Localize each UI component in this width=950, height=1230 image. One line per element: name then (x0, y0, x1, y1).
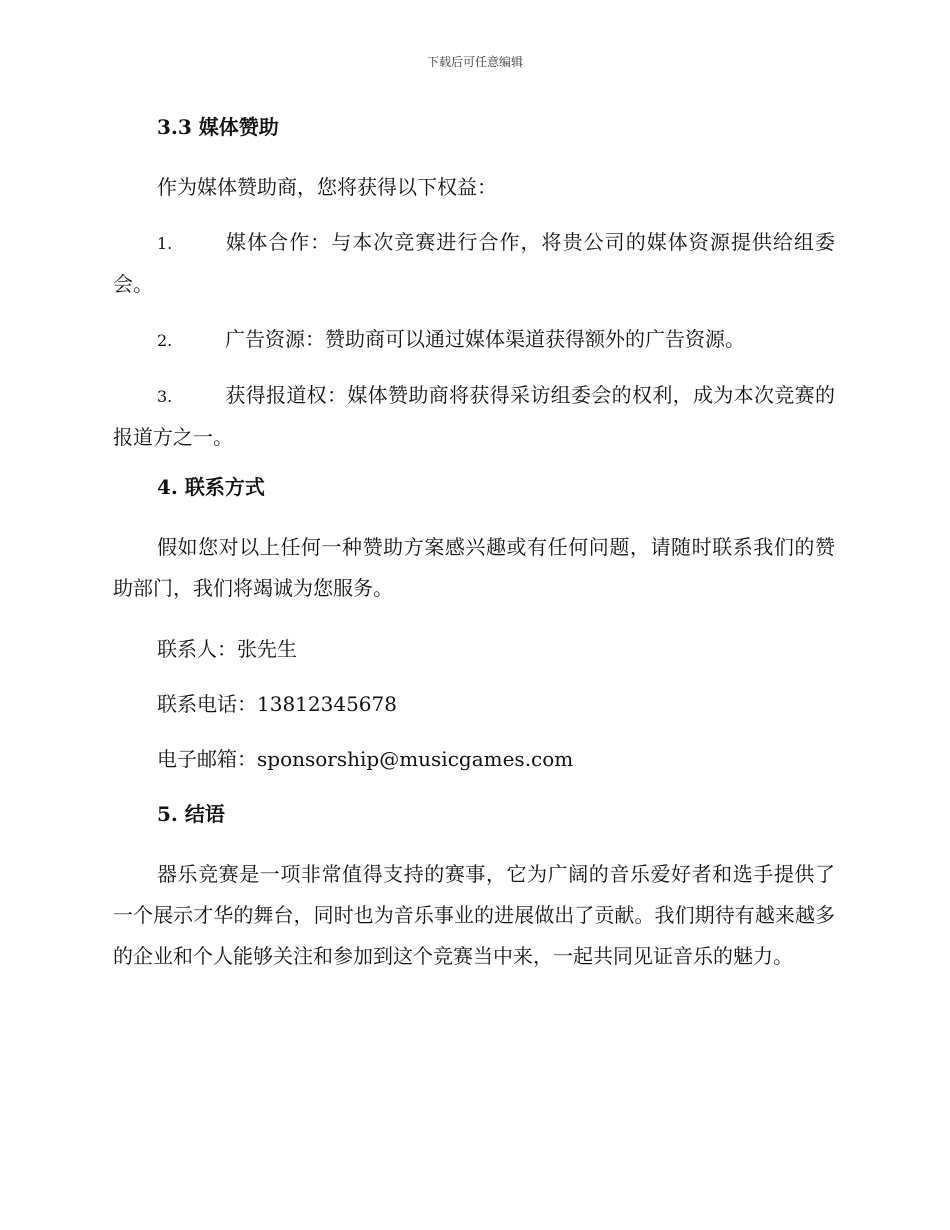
benefit-item-3 (113, 375, 835, 458)
section-3-3-heading: 3.3 媒体赞助 (157, 115, 279, 139)
section-3-3-intro: 作为媒体赞助商，您将获得以下权益： (157, 175, 497, 199)
document-body (113, 112, 835, 977)
section-5-heading: 5. 结语 (157, 802, 225, 826)
benefit-text-2: 广告资源：赞助商可以通过媒体渠道获得额外的广告资源。 (225, 327, 745, 351)
contact-email: 电子邮箱：sponsorship@musicgames.com (157, 747, 574, 771)
benefit-number-2: 2. (157, 331, 173, 350)
contact-phone: 联系电话：13812345678 (157, 692, 397, 716)
benefit-item-2 (113, 319, 835, 361)
section-5-text: 器乐竞赛是一项非常值得支持的赛事，它为广阔的音乐爱好者和选手提供了一个展示才华的舞台，同时也为音乐事业的进展做出了贡献。我们期待有越来越多的企业和个人能够关注和参加到这个竞赛当中来，一起共同见证音乐的魅力。 (113, 862, 835, 968)
benefit-item-1 (113, 222, 835, 305)
contact-person: 联系人：张先生 (157, 637, 297, 661)
benefit-number-1: 1. (157, 234, 173, 253)
page-header: 下载后可任意编辑 (426, 55, 523, 69)
section-4-heading: 4. 联系方式 (157, 475, 265, 499)
section-4-intro: 假如您对以上任何一种赞助方案感兴趣或有任何问题，请随时联系我们的赞助部门，我们将竭诚为您服务。 (113, 535, 835, 600)
benefit-number-3: 3. (157, 387, 173, 406)
benefit-text-1: 媒体合作：与本次竞赛进行合作，将贵公司的媒体资源提供给组委会。 (113, 230, 835, 296)
benefit-text-3: 获得报道权：媒体赞助商将获得采访组委会的权利，成为本次竞赛的报道方之一。 (113, 383, 835, 449)
